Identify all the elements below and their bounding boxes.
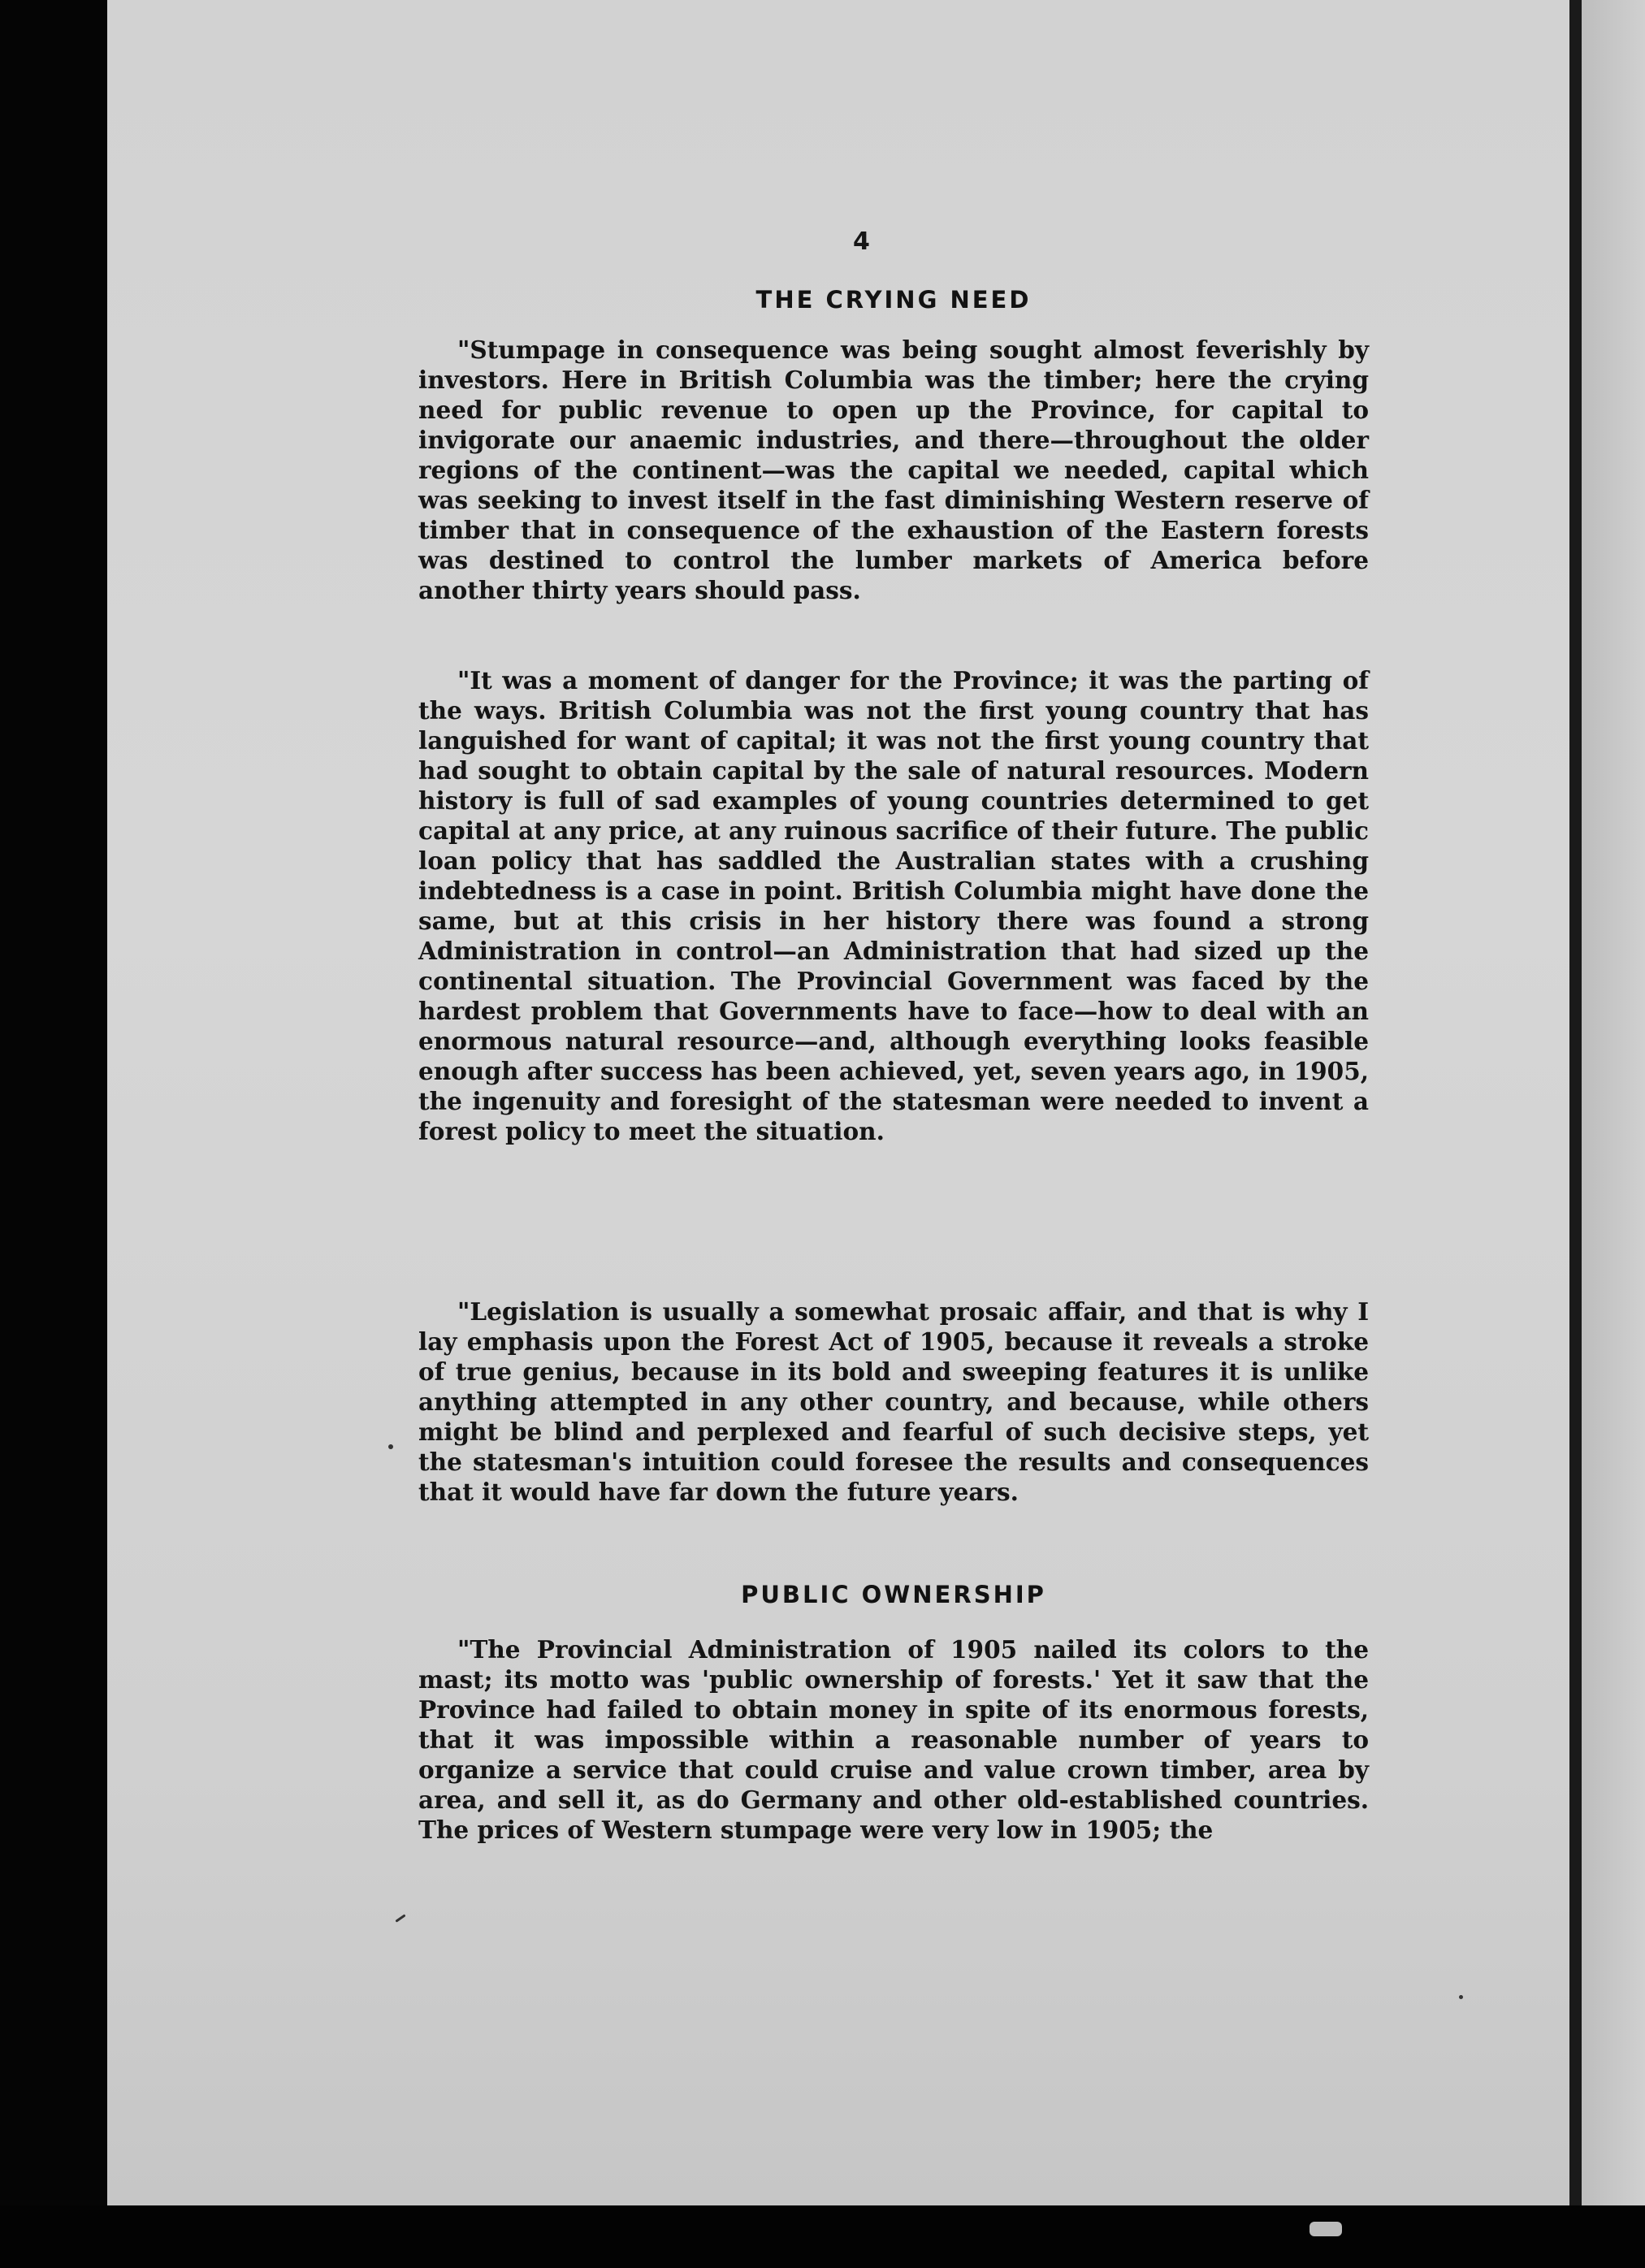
page-number: 4 <box>853 227 870 256</box>
binding-strip <box>1569 0 1582 2205</box>
adjacent-page-edge <box>1582 0 1645 2205</box>
scan-left-margin <box>0 0 107 2268</box>
paragraph-3: "Legislation is usually a somewhat prosaic affair, and that is why I lay emphasis upon the Forest Act of 1905, because it reveals a stroke of true genius, because in its bold and sweeping features it is unlike anything attempted in any other country, and because, while others might be blind and perplexed and fearful of such decisive steps, yet the statesman's intuition could foresee the results and consequences that it would have far down the future years. <box>418 1297 1369 1506</box>
scan-bottom-margin <box>0 2205 1645 2268</box>
paragraph-4: "The Provincial Administration of 1905 nailed its colors to the mast; its motto was 'public ownership of forests.' Yet it saw that the Province had failed to obtain money in spite of its enormous forests, that it was impossible within a reasonable number of years to organize a service that could cruise and value crown timber, area by area, and sell it, as do Germany and other old-established countries. The prices of Western stumpage were very low in 1905; the <box>418 1635 1369 1844</box>
paragraph-1: "Stumpage in consequence was being sought almost feverishly by investors. Here in British Columbia was the timber; here the crying need for public revenue to open up the Province, for capital to invigorate our anaemic industries, and there—throughout the older regions of the continent—was the capital we needed, capital which was seeking to invest itself in the fast diminishing Western reserve of timber that in consequence of the exhaustion of the Eastern forests was destined to control the lumber markets of America before another thirty years should pass. <box>418 335 1369 604</box>
paragraph-2: "It was a moment of danger for the Province; it was the parting of the ways. British Columbia was not the first young country that has languished for want of capital; it was not the first young country that had sought to obtain capital by the sale of natural resources. Modern history is full of sad examples of young countries determined to get capital at any price, at any ruinous sacrifice of their future. The public loan policy that has saddled the Australian states with a crushing indebtedness is a case in point. British Columbia might have done the same, but at this crisis in her history there was found a strong Administration in control—an Administration that had sized up the continental situation. The Provincial Government was faced by the hardest problem that Governments have to face—how to deal with an enormous natural resource—and, although everything looks feasible enough after success has been achieved, yet, seven years ago, in 1905, the ingenuity and foresight of the statesman were needed to invent a forest policy to meet the situation. <box>418 666 1369 1145</box>
scan-speck <box>1459 1995 1463 1999</box>
scan-speck <box>388 1444 393 1449</box>
section-heading-crying-need: THE CRYING NEED <box>755 286 1032 314</box>
section-heading-public-ownership: PUBLIC OWNERSHIP <box>741 1581 1046 1608</box>
scan-speck <box>1310 2222 1342 2236</box>
